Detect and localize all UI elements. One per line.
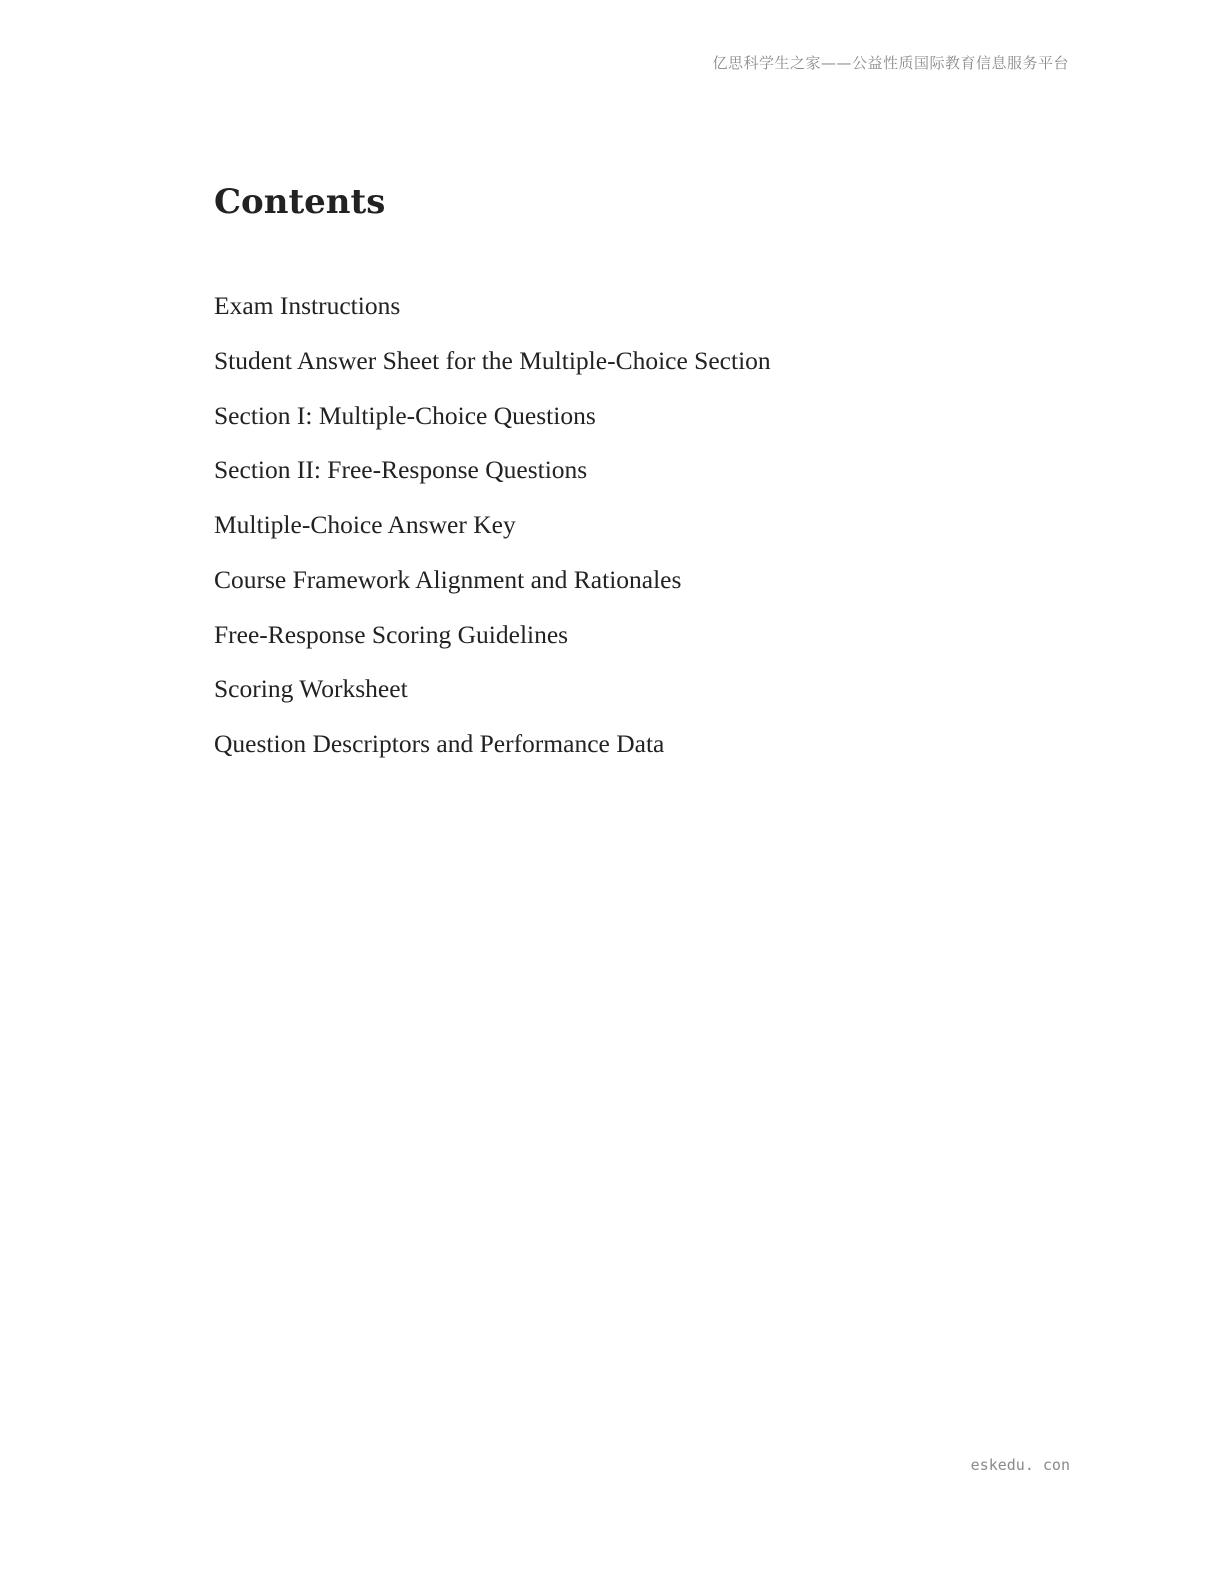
toc-item-section-2: Section II: Free-Response Questions (214, 455, 588, 485)
page-header-watermark: 亿思科学生之家——公益性质国际教育信息服务平台 (712, 54, 1069, 72)
table-of-contents (214, 286, 771, 779)
toc-item-answer-key: Multiple-Choice Answer Key (214, 510, 516, 539)
page-footer-site: eskedu. con (970, 1456, 1070, 1474)
page-title: Contents (214, 182, 386, 222)
toc-item-framework-alignment: Course Framework Alignment and Rationales (214, 564, 682, 594)
toc-item-question-descriptors: Question Descriptors and Performance Data (214, 729, 665, 758)
toc-item-section-1: Section I: Multiple-Choice Questions (214, 400, 596, 430)
toc-item-scoring-guidelines: Free-Response Scoring Guidelines (214, 619, 569, 649)
toc-item-exam-instructions: Exam Instructions (214, 291, 401, 320)
toc-item-scoring-worksheet: Scoring Worksheet (214, 674, 408, 704)
toc-item-answer-sheet: Student Answer Sheet for the Multiple-Choice Section (214, 345, 771, 375)
